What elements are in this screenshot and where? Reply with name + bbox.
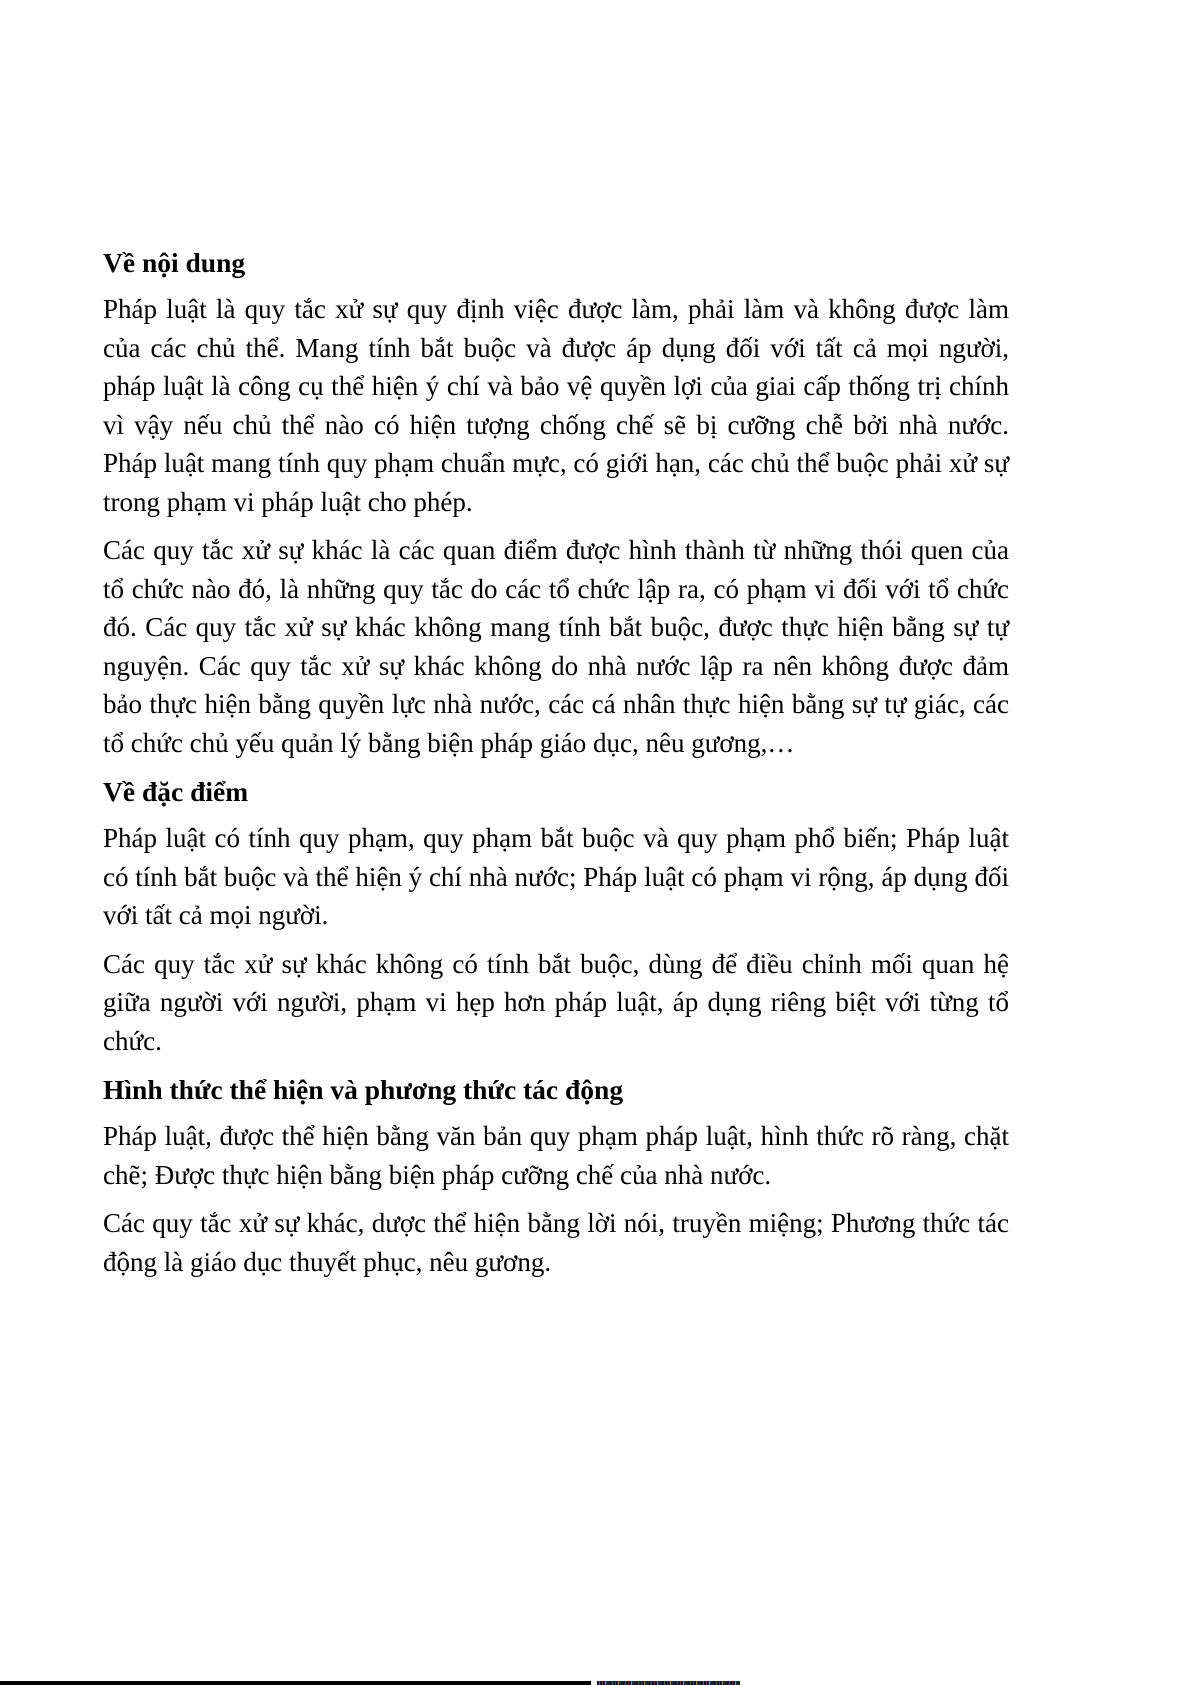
document-content [103, 243, 1009, 1291]
heading-hinh-thuc-the-hien: Hình thức thể hiện và phương thức tác động [103, 1074, 624, 1105]
paragraph-phap-luat-dac-diem: Pháp luật có tính quy phạm, quy phạm bắt buộc và quy phạm phổ biến; Pháp luật có tính bắt buộc và thể hiện ý chí nhà nước; Pháp luật có phạm vi rộng, áp dụng đối với tất cả mọi người. [103, 823, 1009, 930]
paragraph-quy-tac-khac-hinh-thuc: Các quy tắc xử sự khác, dược thể hiện bằng lời nói, truyền miệng; Phương thức tác động là giáo dục thuyết phục, nêu gương. [103, 1208, 1009, 1277]
bottom-noise-strip [597, 1681, 740, 1685]
bottom-black-bar [0, 1681, 591, 1685]
paragraph-quy-tac-khac-dac-diem: Các quy tắc xử sự khác không có tính bắt buộc, dùng để điều chỉnh mối quan hệ giữa người với người, phạm vi hẹp hơn pháp luật, áp dụng riêng biệt với từng tổ chức. [103, 948, 1009, 1056]
paragraph-phap-luat-noi-dung: Pháp luật là quy tắc xử sự quy định việc được làm, phải làm và không được làm của các chủ thể. Mang tính bắt buộc và được áp dụng đối với tất cả mọi người, pháp luật là công cụ thể hiện ý chí và bảo vệ quyền lợi của giai cấp thống trị chính vì vậy nếu chủ thể nào có hiện tượng chống chế sẽ bị cưỡng chễ bởi nhà nước. Pháp luật mang tính quy phạm chuẩn mực, có giới hạn, các chủ thể buộc phải xử sự trong phạm vi pháp luật cho phép. [103, 294, 1009, 517]
heading-ve-noi-dung: Về nội dung [103, 247, 246, 278]
paragraph-phap-luat-hinh-thuc: Pháp luật, được thể hiện bằng văn bản quy phạm pháp luật, hình thức rõ ràng, chặt chẽ; Được thực hiện bằng biện pháp cưỡng chế của nhà nước. [103, 1121, 1009, 1190]
heading-ve-dac-diem: Về đặc điểm [103, 776, 249, 807]
paragraph-quy-tac-khac-noi-dung: Các quy tắc xử sự khác là các quan điểm được hình thành từ những thói quen của tổ chức nào đó, là những quy tắc do các tổ chức lập ra, có phạm vi đối với tổ chức đó. Các quy tắc xử sự khác không mang tính bắt buộc, được thực hiện bằng sự tự nguyện. Các quy tắc xử sự khác không do nhà nước lập ra nên không được đảm bảo thực hiện bằng quyền lực nhà nước, các cá nhân thực hiện bằng sự tự giác, các tổ chức chủ yếu quản lý bằng biện pháp giáo dục, nêu gương,… [103, 535, 1009, 758]
